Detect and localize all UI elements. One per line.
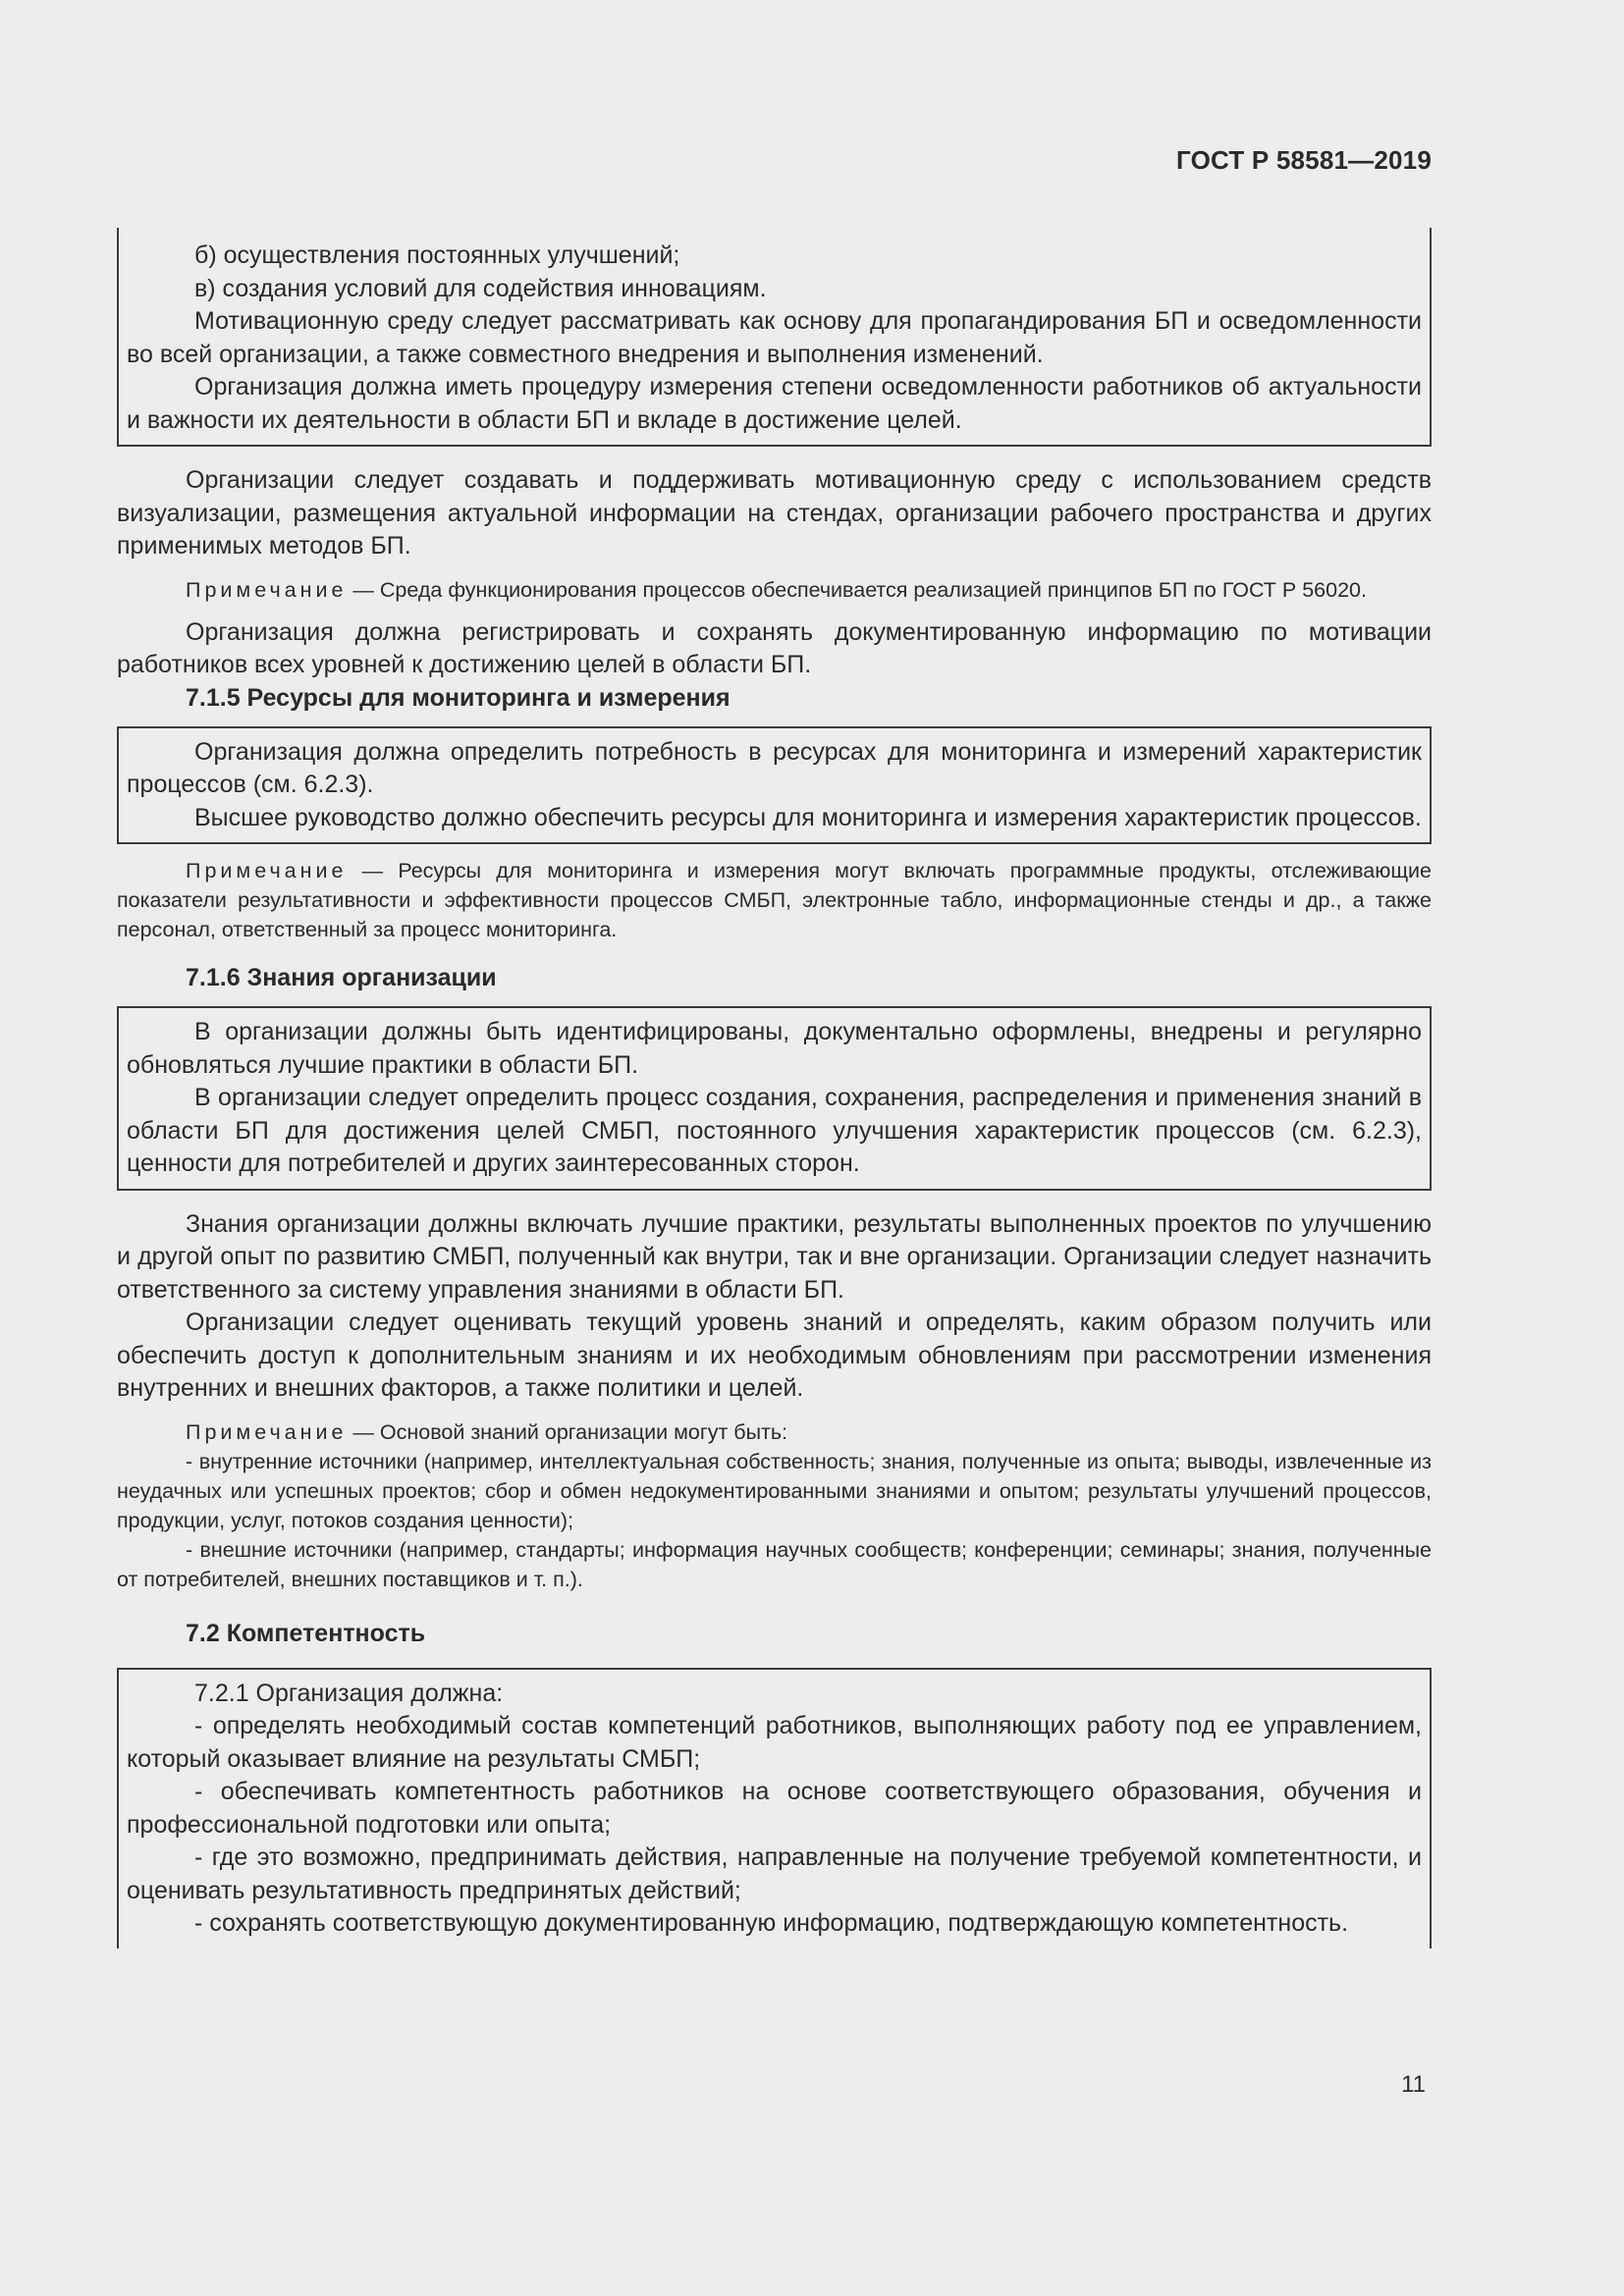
note xyxy=(117,1417,1432,1447)
list-item: в) создания условий для содействия инновациям. xyxy=(194,274,767,302)
body-paragraph: В организации следует определить процесс создания, сохранения, распределения и применения знаний в области БП для достижения целей СМБП, постоянного улучшения характеристик процессов (см. 6.2.3), ценности для потребителей и других заинтересованных сторон. xyxy=(127,1084,1422,1177)
requirement-box-1 xyxy=(117,228,1432,447)
document-code: ГОСТ Р 58581—2019 xyxy=(1176,145,1432,175)
note-label: Примечание xyxy=(186,859,348,882)
list-item: - сохранять соответствующую документированную информацию, подтверждающую компетентность. xyxy=(194,1909,1349,1937)
content-flow xyxy=(117,228,1432,1949)
body-paragraph: Организация должна определить потребность в ресурсах для мониторинга и измерений характеристик процессов (см. 6.2.3). xyxy=(127,737,1422,798)
body-paragraph: Знания организации должны включать лучшие практики, результаты выполненных проектов по улучшению и другой опыт по развитию СМБП, полученный как внутри, так и вне организации. Организации следует назначить ответственного за систему управления знаниями в области БП. xyxy=(117,1209,1432,1304)
body-paragraph: Высшее руководство должно обеспечить ресурсы для мониторинга и измерения характеристик процессов. xyxy=(194,803,1422,831)
section-heading: 7.1.5 Ресурсы для мониторинга и измерения xyxy=(186,683,731,712)
note-text: — Основой знаний организации могут быть: xyxy=(347,1419,788,1444)
requirement-box-2 xyxy=(117,726,1432,845)
body-paragraph: Организация должна регистрировать и сохранять документированную информацию по мотивации работников всех уровней к достижению целей в области БП. xyxy=(117,617,1432,678)
note-list-item: - внешние источники (например, стандарты; информация научных сообществ; конференции; семинары; знания, полученные от потребителей, внешних поставщиков и т. п.). xyxy=(117,1537,1432,1591)
requirement-box-3 xyxy=(117,1006,1432,1191)
note-label: Примечание xyxy=(186,577,348,602)
list-item: - где это возможно, предпринимать действия, направленные на получение требуемой компетентности, и оценивать результативность предпринятых действий; xyxy=(127,1843,1422,1904)
note xyxy=(117,856,1432,944)
list-item: б) осуществления постоянных улучшений; xyxy=(194,241,680,269)
clause-lead: 7.2.1 Организация должна: xyxy=(194,1679,504,1707)
body-paragraph: В организации должны быть идентифицированы, документально оформлены, внедрены и регулярно обновляться лучшие практики в области БП. xyxy=(127,1018,1422,1079)
section-heading: 7.2 Компетентность xyxy=(186,1619,426,1647)
page-number: 11 xyxy=(1401,2071,1426,2098)
list-item: - обеспечивать компетентность работников на основе соответствующего образования, обучения и профессиональной подготовки или опыта; xyxy=(127,1778,1422,1839)
section-heading: 7.1.6 Знания организации xyxy=(186,964,497,991)
body-paragraph: Организации следует оценивать текущий уровень знаний и определять, каким образом получить или обеспечить доступ к дополнительным знаниям и их необходимым обновлениям при рассмотрении изменения внутренних и внешних факторов, а также политики и целей. xyxy=(117,1308,1432,1402)
list-item: - определять необходимый состав компетенций работников, выполняющих работу под ее управлением, который оказывает влияние на результаты СМБП; xyxy=(127,1712,1422,1773)
body-paragraph: Организации следует создавать и поддерживать мотивационную среду с использованием средств визуализации, размещения актуальной информации на стендах, организации рабочего пространства и других применимых методов БП. xyxy=(117,466,1432,560)
requirement-box-4 xyxy=(117,1668,1432,1949)
body-paragraph: Мотивационную среду следует рассматривать как основу для пропагандирования БП и осведомленности во всей организации, а также совместного внедрения и выполнения изменений. xyxy=(127,307,1422,368)
body-paragraph: Организация должна иметь процедуру измерения степени осведомленности работников об актуальности и важности их деятельности в области БП и вкладе в достижение целей. xyxy=(127,373,1422,434)
note-label: Примечание xyxy=(186,1419,348,1444)
note xyxy=(117,575,1432,605)
document-page xyxy=(117,0,1432,2296)
note-list-item: - внутренние источники (например, интеллектуальная собственность; знания, полученные из опыта; выводы, извлеченные из неудачных или успешных проектов; сбор и обмен недокументированными знаниями и опытом; результаты улучшений процессов, продукции, услуг, потоков создания ценности); xyxy=(117,1449,1432,1532)
note-text: — Ресурсы для мониторинга и измерения могут включать программные продукты, отслеживающие показатели результативности и эффективности процессов СМБП, электронные табло, информационные стенды и др., а также персонал, ответственный за процесс мониторинга. xyxy=(117,859,1432,941)
note-text: — Среда функционирования процессов обеспечивается реализацией принципов БП по ГОСТ Р 56020. xyxy=(347,577,1367,602)
